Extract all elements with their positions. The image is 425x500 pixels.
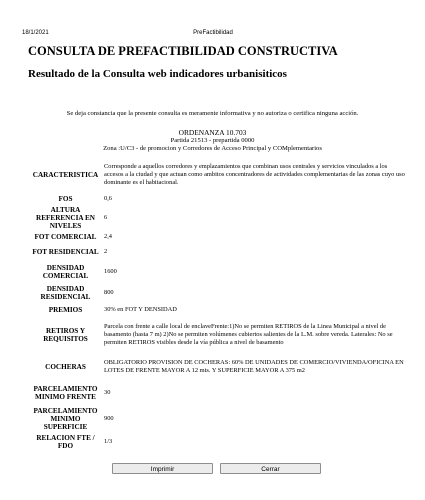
table-row bbox=[28, 156, 408, 193]
row-label: COCHERAS bbox=[45, 363, 86, 371]
row-value: 0,6 bbox=[104, 195, 112, 202]
row-label: RELACION FTE / FDO bbox=[36, 434, 95, 450]
row-value: 1600 bbox=[104, 268, 117, 275]
table-row bbox=[28, 231, 408, 243]
page-title: CONSULTA DE PREFACTIBILIDAD CONSTRUCTIVA bbox=[28, 44, 338, 58]
table-row bbox=[28, 303, 408, 317]
row-value: 30 bbox=[104, 389, 111, 396]
action-buttons bbox=[112, 463, 324, 475]
row-label: RETIROS Y REQUISITOS bbox=[43, 327, 88, 343]
partida-line: Partida 21513 - prepartida 0000 bbox=[170, 137, 255, 144]
row-value: 2 bbox=[104, 248, 108, 255]
row-label: DENSIDAD RESIDENCIAL bbox=[40, 285, 91, 301]
row-value: OBLIGATORIO PROVISION DE COCHERAS: 60% DE UNIDADES DE COMERCIO/VIVIENDA/OFICINA EN LOTES DE FRENTE MAYOR A 12 mts. Y SUPERFICIE MAYOR A 375 m2 bbox=[104, 359, 404, 374]
page-subtitle: Resultado de la Consulta web indicadores urbanisiticos bbox=[28, 68, 287, 80]
table-row bbox=[28, 283, 408, 303]
ordenanza-line: ORDENANZA 10.703 bbox=[178, 128, 247, 137]
print-header bbox=[0, 30, 425, 40]
row-label: ALTURA REFERENCIA EN NIVELES bbox=[36, 206, 95, 230]
row-label: PREMIOS bbox=[48, 306, 83, 314]
indicators-table bbox=[28, 156, 408, 451]
row-label: FOT COMERCIAL bbox=[34, 233, 97, 241]
table-row bbox=[28, 433, 408, 451]
print-date: 18/1/2021 bbox=[22, 30, 49, 36]
row-value: Parcela con frente a calle local de enclaveFrente:1)No se permiten RETIROS de la Linea Municipal a nivel de basamento (hasta 7 m) 2)No se permiten volúmenes cubiertos salientes de la L.M. sobre vereda. Laterales: No se permiten RETIROS visibles desde la vía pública a nivel de basamento bbox=[104, 323, 393, 346]
close-button[interactable]: Cerrar bbox=[220, 463, 321, 474]
row-label: DENSIDAD COMERCIAL bbox=[42, 264, 89, 280]
table-row bbox=[28, 205, 408, 231]
row-label: FOT RESIDENCIAL bbox=[32, 248, 99, 256]
row-label: FOS bbox=[58, 195, 73, 203]
zona-line: Zona :U/C3 - de promocion y Corredores de Acceso Principal y COMplementarios bbox=[103, 145, 322, 152]
zone-header bbox=[0, 128, 425, 153]
print-button[interactable]: Imprimir bbox=[112, 463, 213, 474]
table-row bbox=[28, 353, 408, 381]
row-value: 6 bbox=[104, 214, 108, 221]
row-value: 800 bbox=[104, 289, 114, 296]
table-row bbox=[28, 193, 408, 205]
row-value: Corresponde a aquellos corredores y emplazamientos que combinan usos centrales y servicios vinculados a los accesos a la ciudad y que actuan como ambitos concentradores de actividades complementarias de las zonas cuyo uso dominante es el habitacional. bbox=[104, 162, 405, 186]
disclaimer-notice: Se deja constancia que la presente consulta es meramente informativa y no autoriza o certifica ninguna acción. bbox=[66, 110, 359, 117]
row-value: 1/3 bbox=[104, 438, 113, 445]
table-row bbox=[28, 381, 408, 405]
table-row bbox=[28, 261, 408, 283]
row-value: 30% en FOT Y DENSIDAD bbox=[104, 306, 177, 313]
row-label: PARCELAMIENTO MINIMO SUPERFICIE bbox=[33, 407, 98, 431]
row-value: 900 bbox=[104, 415, 114, 422]
table-row bbox=[28, 405, 408, 433]
row-label: PARCELAMIENTO MINIMO FRENTE bbox=[33, 385, 98, 401]
table-row bbox=[28, 243, 408, 261]
table-row bbox=[28, 317, 408, 353]
row-label: CARACTERISTICA bbox=[32, 170, 99, 179]
print-page-title: PreFactibilidad bbox=[193, 30, 233, 36]
row-value: 2,4 bbox=[104, 233, 112, 240]
